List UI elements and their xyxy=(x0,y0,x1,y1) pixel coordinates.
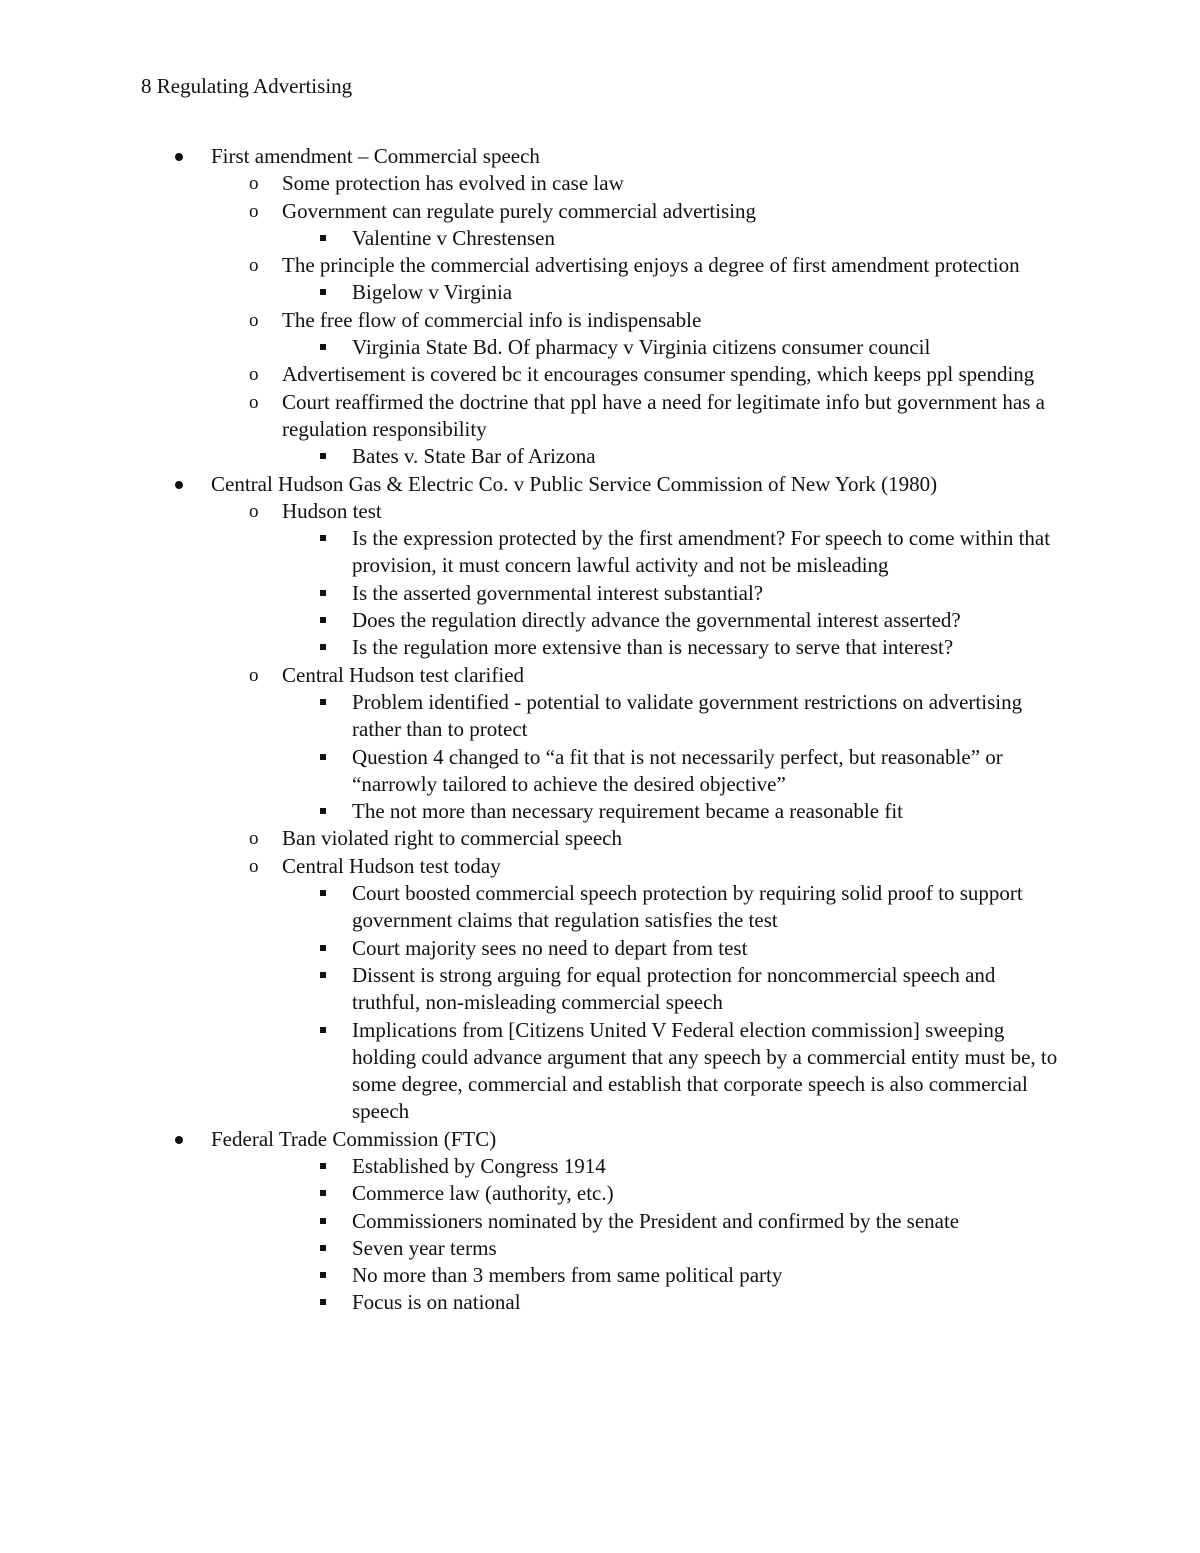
bullet-square-icon xyxy=(320,1299,326,1305)
outline-item-level-3 xyxy=(0,580,1062,607)
outline-item-level-1 xyxy=(0,1126,1071,1153)
bullet-square-icon xyxy=(320,1245,326,1251)
bullet-square-icon xyxy=(320,1218,326,1224)
outline-item-level-3 xyxy=(0,962,1062,1017)
bullet-square-icon xyxy=(320,754,326,760)
outline-item-level-3 xyxy=(0,634,1062,661)
bullet-circle-icon: o xyxy=(249,664,259,686)
bullet-square-icon xyxy=(320,1163,326,1169)
bullet-square-icon xyxy=(320,890,326,896)
outline-item-text: Court majority sees no need to depart from test xyxy=(352,935,748,960)
bullet-square-icon xyxy=(320,535,326,541)
outline-item-level-2 xyxy=(0,252,1062,279)
outline-item-text: Some protection has evolved in case law xyxy=(282,171,624,196)
outline-item-text: Established by Congress 1914 xyxy=(352,1153,606,1178)
bullet-square-icon xyxy=(320,235,326,241)
bullet-circle-icon: o xyxy=(249,828,259,850)
bullet-square-icon xyxy=(320,1190,326,1196)
bullet-square-icon xyxy=(320,699,326,705)
bulleted-outline xyxy=(0,143,1200,1317)
outline-item-text: Problem identified - potential to validate government restrictions on advertising rather than to protect xyxy=(352,689,1023,742)
outline-item-text: Central Hudson test today xyxy=(282,853,501,878)
outline-item-text: Bates v. State Bar of Arizona xyxy=(352,444,596,469)
outline-item-level-3 xyxy=(0,935,1062,962)
outline-item-level-2 xyxy=(0,853,1062,880)
bullet-circle-icon: o xyxy=(249,391,259,413)
bullet-square-icon xyxy=(320,289,326,295)
outline-item-level-3 xyxy=(0,1262,1062,1289)
bullet-square-icon xyxy=(320,453,326,459)
outline-item-text: Virginia State Bd. Of pharmacy v Virginia citizens consumer council xyxy=(352,335,931,360)
outline-item-text: Court reaffirmed the doctrine that ppl have a need for legitimate info but government has a regulation responsibility xyxy=(282,389,1045,441)
outline-item-text: Implications from [Citizens United V Federal election commission] sweeping holding could advance argument that any speech by a commercial entity must be, to some degree, commercial and establish that corporate speech is also commercial speech xyxy=(352,1017,1058,1124)
outline-item-level-1 xyxy=(0,143,1071,170)
outline-item-level-3 xyxy=(0,1208,1062,1235)
outline-item-level-3 xyxy=(0,880,1062,935)
outline-item-level-2 xyxy=(0,198,1062,225)
outline-item-level-3 xyxy=(0,443,1062,470)
bullet-circle-icon: o xyxy=(249,364,259,386)
outline-item-text: Focus is on national xyxy=(352,1290,521,1315)
outline-item-level-1 xyxy=(0,471,1071,498)
outline-item-text: The principle the commercial advertising enjoys a degree of first amendment protection xyxy=(282,253,1020,278)
outline-item-text: Central Hudson Gas & Electric Co. v Public Service Commission of New York (1980) xyxy=(211,471,938,496)
outline-item-level-3 xyxy=(0,334,1062,361)
outline-item-text: Court boosted commercial speech protection by requiring solid proof to support government claims that regulation satisfies the test xyxy=(352,881,1023,933)
outline-item-level-3 xyxy=(0,1289,1062,1316)
bullet-circle-icon: o xyxy=(249,500,259,522)
outline-item-text: Is the asserted governmental interest substantial? xyxy=(352,580,764,605)
outline-item-text: Federal Trade Commission (FTC) xyxy=(211,1126,497,1151)
outline-item-level-2 xyxy=(0,361,1062,388)
outline-item-text: Ban violated right to commercial speech xyxy=(282,826,622,851)
outline-item-text: Commissioners nominated by the President and confirmed by the senate xyxy=(352,1208,960,1233)
outline-item-text: Commerce law (authority, etc.) xyxy=(352,1181,614,1206)
outline-item-text: Bigelow v Virginia xyxy=(352,280,513,305)
bullet-square-icon xyxy=(320,344,326,350)
outline-item-level-3 xyxy=(0,744,1062,799)
outline-item-text: Central Hudson test clarified xyxy=(282,662,525,687)
outline-item-level-3 xyxy=(0,1235,1062,1262)
bullet-square-icon xyxy=(320,617,326,623)
outline-item-level-3 xyxy=(0,225,1062,252)
bullet-square-icon xyxy=(320,1272,326,1278)
bullet-circle-icon: o xyxy=(249,309,259,331)
outline-item-level-3 xyxy=(0,689,1062,744)
outline-item-text: Valentine v Chrestensen xyxy=(352,225,555,250)
outline-item-level-3 xyxy=(0,1153,1062,1180)
outline-item-level-3 xyxy=(0,607,1062,634)
bullet-square-icon xyxy=(320,945,326,951)
outline-item-level-2 xyxy=(0,662,1062,689)
bullet-dot-icon xyxy=(175,1136,183,1144)
page-title: 8 Regulating Advertising xyxy=(141,74,353,98)
bullet-square-icon xyxy=(320,972,326,978)
outline-item-text: Government can regulate purely commercial advertising xyxy=(282,198,757,223)
outline-item-text: No more than 3 members from same political party xyxy=(352,1263,783,1288)
outline-item-level-2 xyxy=(0,307,1062,334)
outline-item-text: The not more than necessary requirement became a reasonable fit xyxy=(352,799,903,824)
outline-item-text: Is the regulation more extensive than is necessary to serve that interest? xyxy=(352,635,954,660)
outline-item-text: Advertisement is covered bc it encourages consumer spending, which keeps ppl spending xyxy=(282,362,1035,387)
outline-item-level-2 xyxy=(0,825,1062,852)
outline-item-text: Is the expression protected by the first amendment? For speech to come within that provision, it must concern lawful activity and not be misleading xyxy=(352,526,1051,578)
bullet-square-icon xyxy=(320,590,326,596)
outline-item-text: Question 4 changed to “a fit that is not necessarily perfect, but reasonable” or “narrowly tailored to achieve the desired objective” xyxy=(352,744,1003,796)
outline-item-level-2 xyxy=(0,170,1062,197)
outline-item-text: Hudson test xyxy=(282,498,382,523)
bullet-circle-icon: o xyxy=(249,855,259,877)
bullet-circle-icon: o xyxy=(249,200,259,222)
outline-item-level-3 xyxy=(0,525,1062,580)
outline-item-text: First amendment – Commercial speech xyxy=(211,144,540,168)
bullet-circle-icon: o xyxy=(249,173,259,195)
bullet-square-icon xyxy=(320,644,326,650)
outline-item-level-3 xyxy=(0,279,1062,306)
outline-item-text: The free flow of commercial info is indispensable xyxy=(282,307,702,332)
bullet-dot-icon xyxy=(175,481,183,489)
outline-item-level-3 xyxy=(0,1017,1062,1126)
outline-item-level-3 xyxy=(0,1180,1062,1207)
bullet-square-icon xyxy=(320,808,326,814)
bullet-circle-icon: o xyxy=(249,255,259,277)
outline-item-text: Does the regulation directly advance the governmental interest asserted? xyxy=(352,608,961,633)
bullet-dot-icon xyxy=(175,153,183,161)
outline-item-level-3 xyxy=(0,798,1062,825)
outline-item-text: Dissent is strong arguing for equal protection for noncommercial speech and truthful, non-misleading commercial speech xyxy=(352,962,996,1015)
outline-item-level-2 xyxy=(0,389,1062,444)
outline-item-text: Seven year terms xyxy=(352,1235,497,1260)
bullet-square-icon xyxy=(320,1027,326,1033)
outline-item-level-2 xyxy=(0,498,1062,525)
